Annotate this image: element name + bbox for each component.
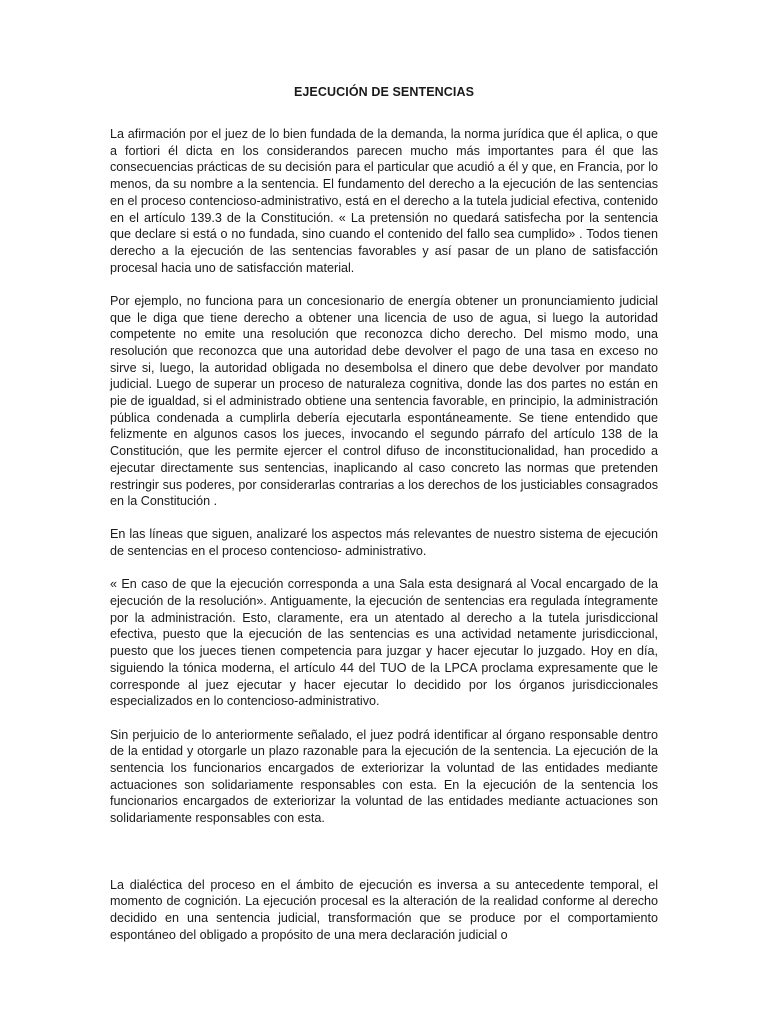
paragraph-6: La dialéctica del proceso en el ámbito de ejecución es inversa a su antecedente temporal, el momento de cognición. La ejecución procesal es la alteración de la realidad conforme al derecho decidido en una sentencia judicial, transformación que se produce por el comportamiento espontáneo del obligado a propósito de una mera declaración judicial o <box>110 877 658 942</box>
paragraph-3: En las líneas que siguen, analizaré los aspectos más relevantes de nuestro sistema de ejecución de sentencias en el proceso contencioso- administrativo. <box>110 527 658 559</box>
paragraph-5: Sin perjuicio de lo anteriormente señalado, el juez podrá identificar al órgano responsable dentro de la entidad y otorgarle un plazo razonable para la ejecución de la sentencia. La ejecución de la sentencia los funcionarios encargados de exteriorizar la voluntad de las entidades mediante actuaciones son solidariamente responsables con esta. En la ejecución de la sentencia los funcionarios encargados de exteriorizar la voluntad de las entidades mediante actuaciones son solidariamente responsables con esta. <box>110 727 658 826</box>
document-body <box>110 126 658 960</box>
paragraph-2: Por ejemplo, no funciona para un concesionario de energía obtener un pronunciamiento judicial que le diga que tiene derecho a obtener una licencia de uso de agua, si luego la autoridad competente no emite una resolución que reconozca dicho derecho. Del mismo modo, una resolución que reconozca que una autoridad debe devolver el pago de una tasa en exceso no sirve si, luego, la autoridad obligada no desembolsa el dinero que debe devolver por mandato judicial. Luego de superar un proceso de naturaleza cognitiva, donde las dos partes no están en pie de igualdad, si el administrado obtiene una sentencia favorable, en principio, la administración pública condenada a cumplirla debería ejecutarla espontáneamente. Se tiene entendido que felizmente en algunos casos los jueces, invocando el segundo párrafo del artículo 138 de la Constitución, que les permite ejercer el control difuso de inconstitucionalidad, han procedido a ejecutar directamente sus sentencias, inaplicando al caso concreto las normas que pretenden restringir sus poderes, por considerarlas contrarias a los derechos de los justiciables consagrados en la Constitución . <box>110 293 658 509</box>
paragraph-1: La afirmación por el juez de lo bien fundada de la demanda, la norma jurídica que él aplica, o que a fortiori él dicta en los considerandos parecen mucho más importantes para él que las consecuencias prácticas de su decisión para el particular que acudió a él y que, en Francia, por lo menos, da su nombre a la sentencia. El fundamento del derecho a la ejecución de las sentencias en el proceso contencioso-administrativo, está en el derecho a la tutela judicial efectiva, contenido en el artículo 139.3 de la Constitución. « La pretensión no quedará satisfecha por la sentencia que declare si está o no fundada, sino cuando el contenido del fallo sea cumplido» . Todos tienen derecho a la ejecución de las sentencias favorables y así pasar de un plano de satisfacción procesal hacia uno de satisfacción material. <box>110 127 658 275</box>
document-title: EJECUCIÓN DE SENTENCIAS <box>293 85 475 99</box>
paragraph-4: « En caso de que la ejecución corresponda a una Sala esta designará al Vocal encargado de la ejecución de la resolución». Antiguamente, la ejecución de sentencias era regulada íntegramente por la administración. Esto, claramente, era un atentado al derecho a la tutela jurisdiccional efectiva, puesto que la ejecución de las sentencias es una actividad netamente jurisdiccional, puesto que los jueces tienen competencia para juzgar y hacer ejecutar lo juzgado. Hoy en día, siguiendo la tónica moderna, el artículo 44 del TUO de la LPCA proclama expresamente que le corresponde al juez ejecutar y hacer ejecutar lo decidido por los órganos jurisdiccionales especializados en lo contencioso-administrativo. <box>110 577 658 709</box>
